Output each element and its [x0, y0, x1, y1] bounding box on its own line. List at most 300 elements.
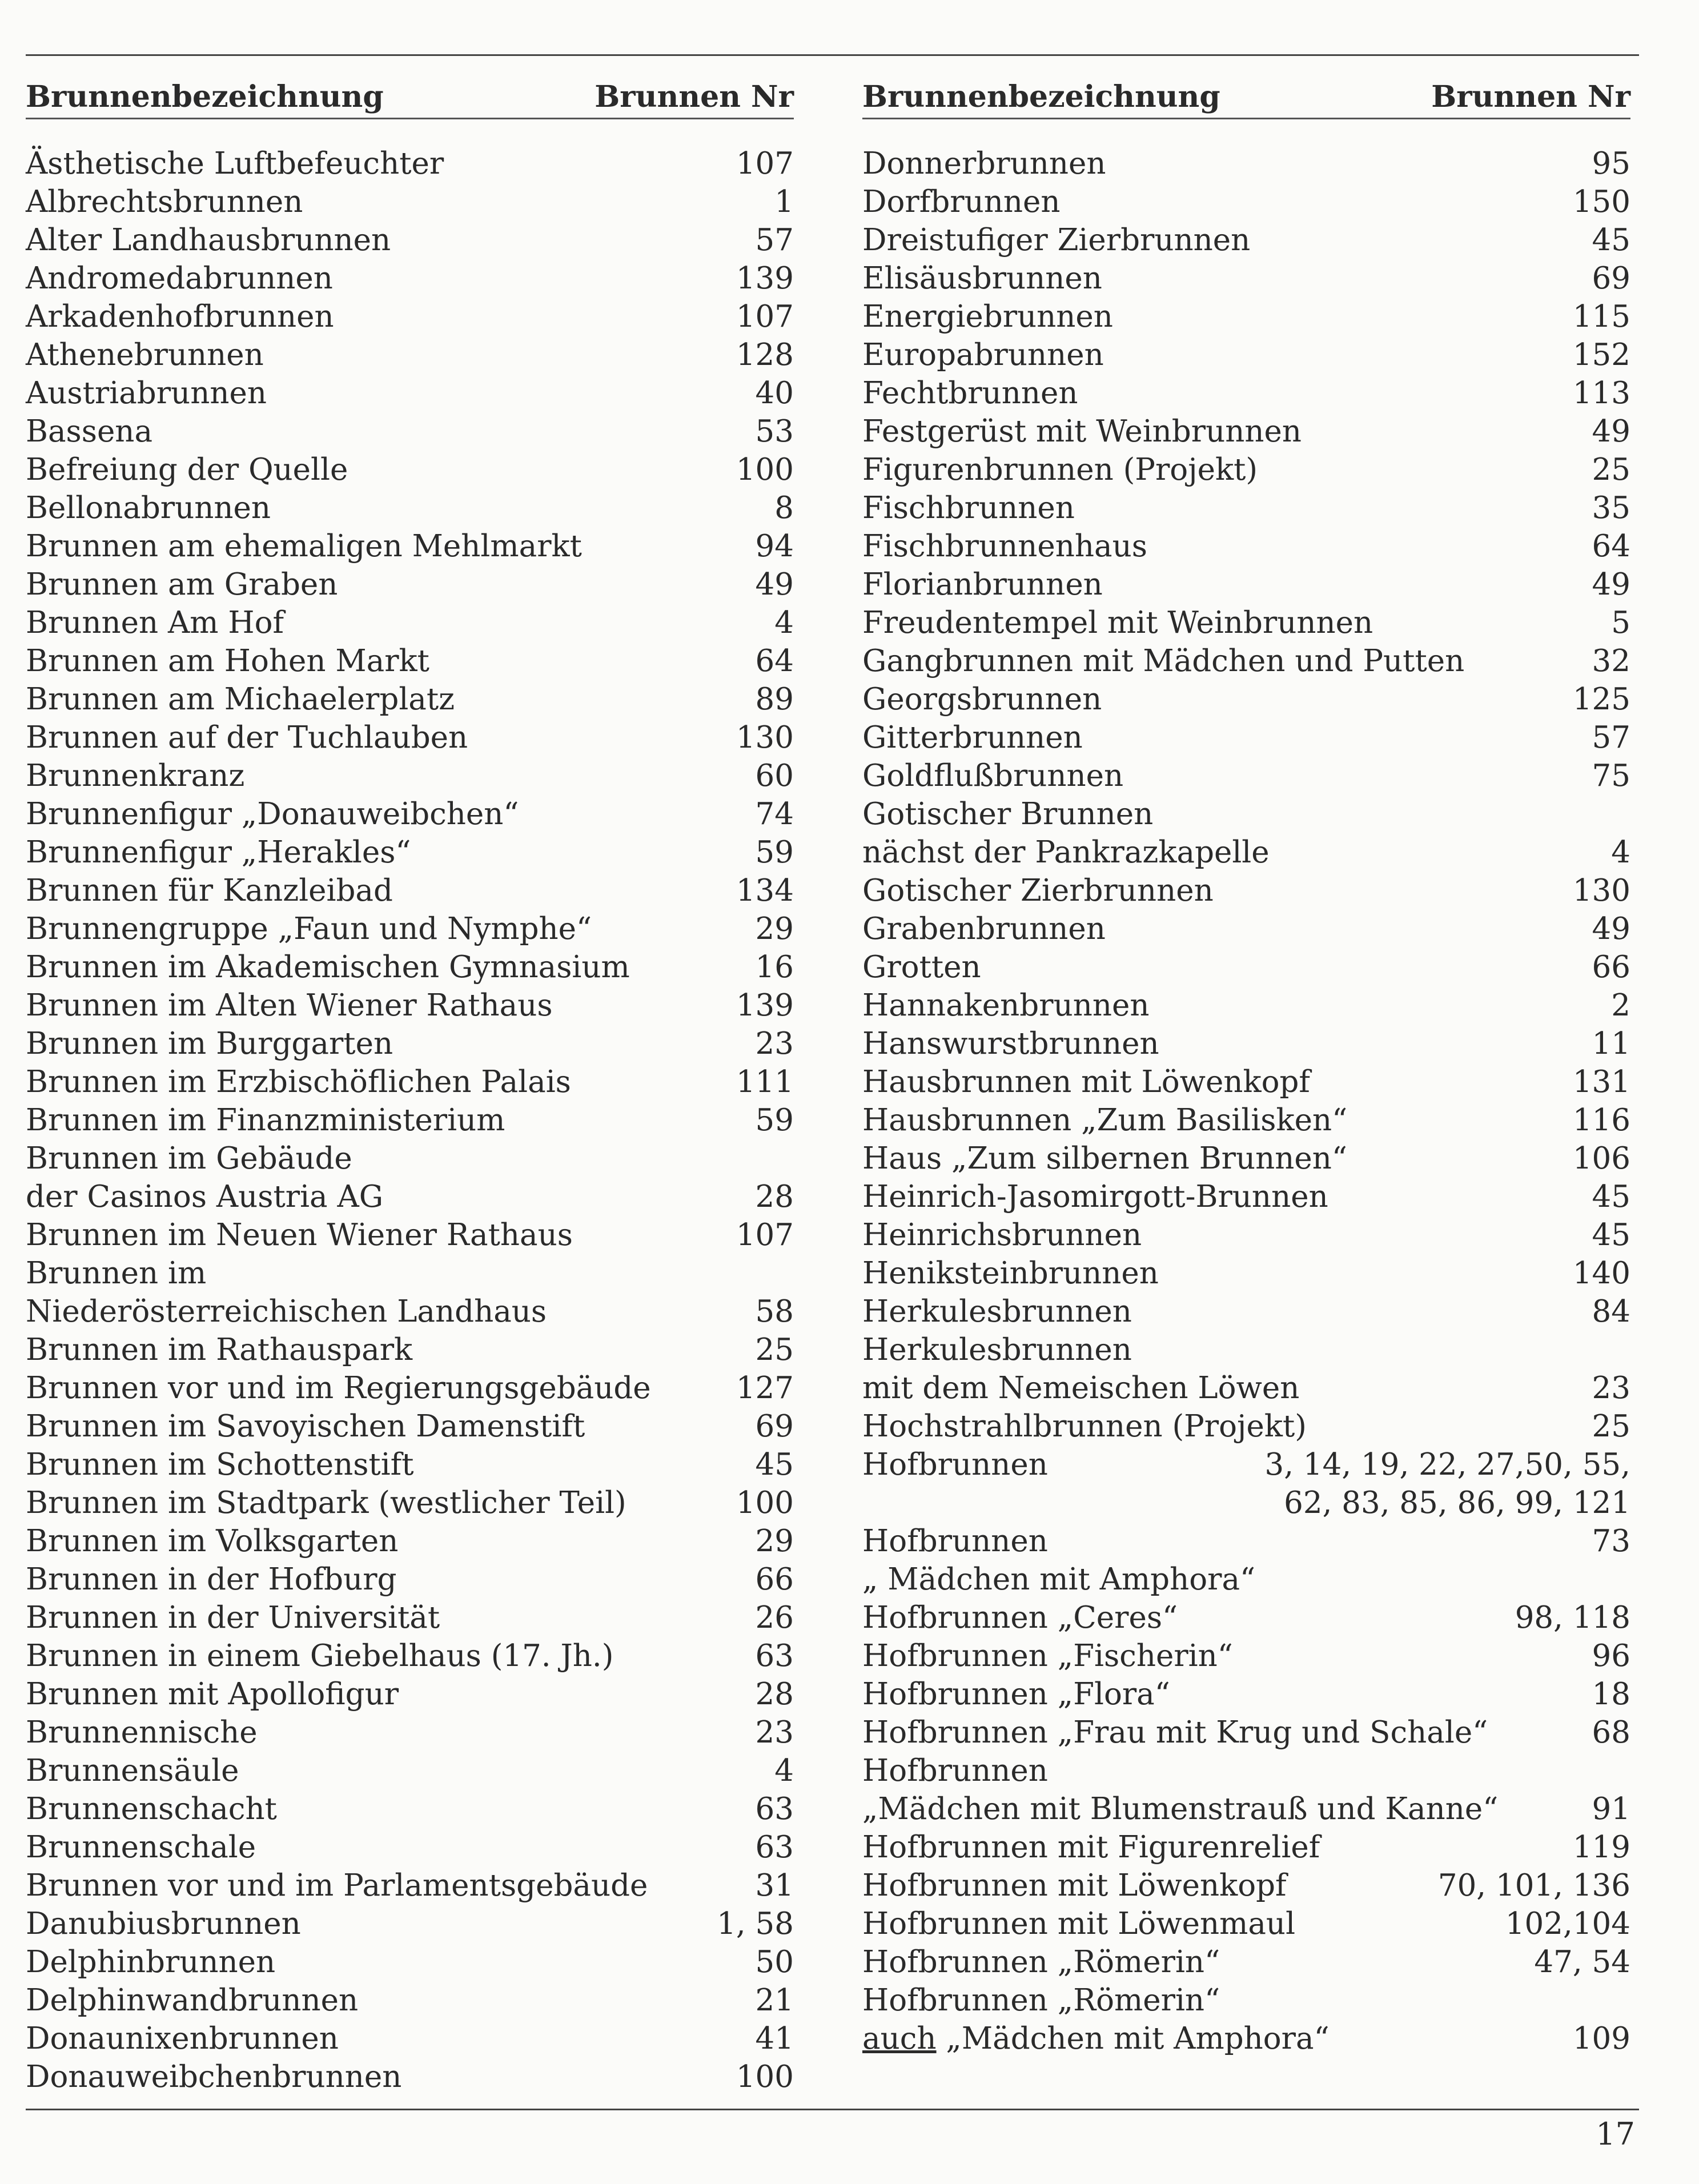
fountain-name: Brunnen im Stadtpark (westlicher Teil): [26, 1486, 626, 1520]
fountain-number: 66: [1592, 950, 1630, 985]
list-item: [862, 910, 1630, 948]
fountain-name: Brunnen mit Apollofigur: [26, 1677, 399, 1712]
fountain-name: Brunnenkranz: [26, 758, 245, 793]
page-number: 17: [1596, 2116, 1635, 2152]
fountain-name: Hofbrunnen: [862, 1447, 1048, 1482]
header-name: Brunnenbezeichnung: [862, 79, 1220, 114]
fountain-number: 91: [1592, 1792, 1630, 1826]
fountain-number: 49: [755, 567, 794, 602]
fountain-name: Heniksteinbrunnen: [862, 1256, 1159, 1291]
list-item: [862, 1866, 1630, 1905]
fountain-name: Hofbrunnen „Flora“: [862, 1677, 1170, 1712]
fountain-number: 96: [1592, 1639, 1630, 1673]
list-item: [862, 451, 1630, 489]
fountain-name: Brunnen in der Hofburg: [26, 1562, 397, 1597]
header-nr: Brunnen Nr: [1431, 79, 1630, 114]
fountain-number: 100: [736, 1486, 794, 1520]
fountain-name: Herkulesbrunnen: [862, 1294, 1132, 1329]
fountain-name: Hofbrunnen mit Löwenmaul: [862, 1906, 1296, 1941]
list-item: [26, 1331, 794, 1369]
fountain-name: mit dem Nemeischen Löwen: [862, 1371, 1300, 1406]
list-item: [862, 986, 1630, 1025]
fountain-name: Brunnen im Gebäude: [26, 1141, 352, 1176]
top-rule: [26, 54, 1639, 56]
list-item: [26, 642, 794, 680]
fountain-name: Delphinwandbrunnen: [26, 1983, 359, 2018]
fountain-number: 70, 101, 136: [1437, 1868, 1630, 1903]
list-item: [862, 1675, 1630, 1713]
fountain-number: 64: [1592, 529, 1630, 564]
fountain-name: Goldflußbrunnen: [862, 758, 1124, 793]
fountain-name: Brunnen im Akademischen Gymnasium: [26, 950, 630, 985]
fountain-number: 58: [755, 1294, 794, 1329]
list-item: [26, 1713, 794, 1752]
fountain-number: 75: [1592, 758, 1630, 793]
fountain-number: 2: [1611, 988, 1630, 1023]
fountain-number: 63: [755, 1639, 794, 1673]
fountain-number: 94: [755, 529, 794, 564]
fountain-name: Austriabrunnen: [26, 376, 267, 411]
fountain-name: Brunnenschale: [26, 1830, 256, 1865]
fountain-number: 107: [736, 1218, 794, 1252]
fountain-number: 28: [755, 1179, 794, 1214]
list-item: [26, 489, 794, 527]
fountain-number: 53: [755, 414, 794, 449]
fountain-name: Heinrich-Jasomirgott-Brunnen: [862, 1179, 1328, 1214]
fountain-name: Fischbrunnen: [862, 491, 1075, 525]
list-item: [862, 1446, 1630, 1484]
list-item: [862, 757, 1630, 795]
fountain-name: Brunnen im Neuen Wiener Rathaus: [26, 1218, 573, 1252]
fountain-number: 57: [1592, 720, 1630, 755]
fountain-name: Donauweibchenbrunnen: [26, 2059, 402, 2094]
list-item: [862, 259, 1630, 298]
fountain-number: 59: [755, 1103, 794, 1138]
fountain-name: Fischbrunnenhaus: [862, 529, 1147, 564]
list-item: [26, 1752, 794, 1790]
fountain-number: 49: [1592, 414, 1630, 449]
list-item: [26, 1292, 794, 1331]
fountain-name: Brunnen vor und im Parlamentsgebäude: [26, 1868, 648, 1903]
fountain-name: Brunnen am Graben: [26, 567, 338, 602]
fountain-number: 4: [774, 605, 794, 640]
list-item: [862, 1828, 1630, 1866]
fountain-number: 8: [774, 491, 794, 525]
list-item: [26, 1484, 794, 1522]
fountain-number: 130: [1572, 873, 1630, 908]
fountain-number: 1: [774, 184, 794, 219]
fountain-number: 4: [774, 1753, 794, 1788]
list-item: [862, 1292, 1630, 1331]
list-item: [26, 872, 794, 910]
fountain-number: 29: [755, 1524, 794, 1559]
fountain-name: Athenebrunnen: [26, 338, 264, 372]
list-item: [862, 527, 1630, 565]
list-item: [26, 336, 794, 374]
list-item: [26, 144, 794, 183]
fountain-name: Hofbrunnen: [862, 1753, 1048, 1788]
list-item: [26, 527, 794, 565]
list-item: [862, 795, 1630, 833]
list-item: [26, 1675, 794, 1713]
fountain-number: 140: [1572, 1256, 1630, 1291]
fountain-number: 100: [736, 2059, 794, 2094]
fountain-number: 41: [755, 2021, 794, 2056]
fountain-number: 73: [1592, 1524, 1630, 1559]
fountain-number: 89: [755, 682, 794, 717]
list-item: [26, 1446, 794, 1484]
fountain-number: 25: [755, 1332, 794, 1367]
fountain-number: 130: [736, 720, 794, 755]
fountain-number: 131: [1572, 1065, 1630, 1099]
bottom-rule: [26, 2109, 1639, 2110]
list-item: [26, 1790, 794, 1828]
fountain-number: 25: [1592, 1409, 1630, 1444]
list-item: [26, 1139, 794, 1178]
fountain-number: 23: [755, 1715, 794, 1750]
fountain-name: Brunnenfigur „Herakles“: [26, 835, 411, 870]
fountain-name: Hofbrunnen „Fischerin“: [862, 1639, 1233, 1673]
list-item: [862, 1101, 1630, 1139]
fountain-name: Donaunixenbrunnen: [26, 2021, 339, 2056]
list-item: [862, 144, 1630, 183]
list-item: [26, 910, 794, 948]
fountain-name: „ Mädchen mit Amphora“: [862, 1562, 1256, 1597]
fountain-number: 109: [1572, 2021, 1630, 2056]
fountain-number: 45: [1592, 1179, 1630, 1214]
list-item: [862, 1331, 1630, 1369]
fountain-name: Bellonabrunnen: [26, 491, 271, 525]
fountain-name: [862, 2020, 1561, 2058]
fountain-name: Fechtbrunnen: [862, 376, 1078, 411]
list-item: [26, 1560, 794, 1599]
fountain-number: 59: [755, 835, 794, 870]
fountain-name: Grotten: [862, 950, 981, 985]
list-item: [26, 221, 794, 259]
list-item: [26, 1025, 794, 1063]
list-item: [862, 1599, 1630, 1637]
fountain-number: 32: [1592, 644, 1630, 679]
column-header: [862, 74, 1630, 119]
list-item: [862, 642, 1630, 680]
fountain-name: Hausbrunnen mit Löwenkopf: [862, 1065, 1311, 1099]
fountain-number: 35: [1592, 491, 1630, 525]
fountain-name: Brunnen am Hohen Markt: [26, 644, 429, 679]
fountain-name: Hochstrahlbrunnen (Projekt): [862, 1409, 1307, 1444]
fountain-number: 150: [1572, 184, 1630, 219]
list-item: [26, 718, 794, 757]
fountain-name: „Mädchen mit Blumenstrauß und Kanne“: [862, 1792, 1499, 1826]
fountain-name: Herkulesbrunnen: [862, 1332, 1132, 1367]
list-item: [862, 833, 1630, 872]
fountain-name: Energiebrunnen: [862, 299, 1113, 334]
fountain-number: 107: [736, 299, 794, 334]
list-item: [862, 1637, 1630, 1675]
fountain-number: 100: [736, 452, 794, 487]
list-item: [862, 1407, 1630, 1446]
fountain-number: 84: [1592, 1294, 1630, 1329]
list-item: [862, 298, 1630, 336]
fountain-number: 139: [736, 988, 794, 1023]
fountain-number: 23: [1592, 1371, 1630, 1406]
fountain-name: Niederösterreichischen Landhaus: [26, 1294, 547, 1329]
fountain-number: 4: [1611, 835, 1630, 870]
list-item: [862, 604, 1630, 642]
fountain-name: Brunnen im Volksgarten: [26, 1524, 399, 1559]
fountain-number: 1, 58: [717, 1906, 794, 1941]
fountain-name: Hofbrunnen „Römerin“: [862, 1945, 1220, 1980]
fountain-number: 60: [755, 758, 794, 793]
list-item: [862, 1560, 1630, 1599]
list-item: [26, 1637, 794, 1675]
header-name: Brunnenbezeichnung: [26, 79, 384, 114]
fountain-name: Delphinbrunnen: [26, 1945, 276, 1980]
list-item: [862, 1139, 1630, 1178]
header-nr: Brunnen Nr: [595, 79, 794, 114]
name-rest: „Mädchen mit Amphora“: [936, 2021, 1330, 2056]
list-item: [26, 374, 794, 412]
fountain-name: Brunnennische: [26, 1715, 258, 1750]
fountain-number: 119: [1572, 1830, 1630, 1865]
fountain-name: der Casinos Austria AG: [26, 1179, 384, 1214]
fountain-number: 134: [736, 873, 794, 908]
fountain-name: Heinrichsbrunnen: [862, 1218, 1142, 1252]
fountain-number: 63: [755, 1792, 794, 1826]
name-prefix: auch: [862, 2021, 937, 2056]
fountain-name: Hofbrunnen mit Figurenrelief: [862, 1830, 1320, 1865]
list-item: [26, 298, 794, 336]
list-item: [26, 1599, 794, 1637]
fountain-name: Hofbrunnen mit Löwenkopf: [862, 1868, 1287, 1903]
fountain-name: Brunnen im Rathauspark: [26, 1332, 413, 1367]
list-item: [862, 718, 1630, 757]
fountain-number: 45: [1592, 223, 1630, 258]
list-item: [862, 565, 1630, 604]
list-item: [26, 259, 794, 298]
fountain-number: 111: [736, 1065, 794, 1099]
list-item: [26, 1369, 794, 1407]
fountain-number: 102,104: [1505, 1906, 1630, 1941]
fountain-number: 16: [755, 950, 794, 985]
list-item: [862, 1369, 1630, 1407]
list-item: [26, 2058, 794, 2096]
list-item: [26, 1178, 794, 1216]
fountain-number: 106: [1572, 1141, 1630, 1176]
fountain-name: Brunnen im Burggarten: [26, 1026, 393, 1061]
fountain-number: 127: [736, 1371, 794, 1406]
list-item: [862, 1025, 1630, 1063]
fountain-number: 25: [1592, 452, 1630, 487]
fountain-name: Hofbrunnen „Römerin“: [862, 1983, 1220, 2018]
fountain-name: Brunnenfigur „Donauweibchen“: [26, 797, 519, 832]
list-item: [862, 1216, 1630, 1254]
list-item: [862, 1752, 1630, 1790]
fountain-name: Alter Landhausbrunnen: [26, 223, 391, 258]
fountain-name: Brunnen am Michaelerplatz: [26, 682, 455, 717]
fountain-number: 113: [1572, 376, 1630, 411]
fountain-number: 31: [755, 1868, 794, 1903]
fountain-number: 128: [736, 338, 794, 372]
list-item: [26, 565, 794, 604]
list-item: [862, 412, 1630, 451]
fountain-number: 5: [1611, 605, 1630, 640]
fountain-name: Brunnen im Schottenstift: [26, 1447, 414, 1482]
fountain-name: Brunnen am ehemaligen Mehlmarkt: [26, 529, 582, 564]
fountain-list: [26, 144, 794, 2096]
fountain-name: Dreistufiger Zierbrunnen: [862, 223, 1251, 258]
list-item: [862, 948, 1630, 986]
fountain-name: Brunnensäule: [26, 1753, 239, 1788]
list-item: [862, 374, 1630, 412]
fountain-number: 95: [1592, 146, 1630, 181]
fountain-number: 21: [755, 1983, 794, 2018]
list-item: [26, 1828, 794, 1866]
list-item: [862, 336, 1630, 374]
fountain-name: Andromedabrunnen: [26, 261, 333, 296]
list-item: [862, 221, 1630, 259]
list-item: [26, 1981, 794, 2020]
fountain-number: 98, 118: [1515, 1600, 1630, 1635]
fountain-number: 18: [1592, 1677, 1630, 1712]
fountain-name: Befreiung der Quelle: [26, 452, 348, 487]
fountain-name: Danubiusbrunnen: [26, 1906, 301, 1941]
fountain-number: 74: [755, 797, 794, 832]
list-item: [862, 183, 1630, 221]
fountain-name: Arkadenhofbrunnen: [26, 299, 334, 334]
fountain-name: Gitterbrunnen: [862, 720, 1083, 755]
fountain-name: Brunnen im Savoyischen Damenstift: [26, 1409, 585, 1444]
list-item: [26, 1216, 794, 1254]
fountain-number: 116: [1572, 1103, 1630, 1138]
list-item: [26, 1063, 794, 1101]
list-item: [862, 1790, 1630, 1828]
fountain-name: Albrechtsbrunnen: [26, 184, 303, 219]
list-item: [26, 1407, 794, 1446]
fountain-name: Brunnen Am Hof: [26, 605, 284, 640]
column-header: [26, 74, 794, 119]
fountain-number: 107: [736, 146, 794, 181]
fountain-number: 139: [736, 261, 794, 296]
fountain-number: 26: [755, 1600, 794, 1635]
list-item: [862, 1981, 1630, 2020]
fountain-number: 64: [755, 644, 794, 679]
list-item: [26, 795, 794, 833]
fountain-name: Grabenbrunnen: [862, 912, 1106, 946]
fountain-name: Brunnengruppe „Faun und Nymphe“: [26, 912, 592, 946]
list-item: [26, 757, 794, 795]
fountain-number: 49: [1592, 912, 1630, 946]
right-column: [862, 74, 1630, 2058]
list-item: [862, 1713, 1630, 1752]
fountain-name: Brunnen im: [26, 1256, 207, 1291]
list-item: [862, 489, 1630, 527]
fountain-name: Hofbrunnen „Frau mit Krug und Schale“: [862, 1715, 1488, 1750]
list-item: [26, 183, 794, 221]
list-item: [26, 1101, 794, 1139]
fountain-name: Georgsbrunnen: [862, 682, 1102, 717]
fountain-name: Brunnen in einem Giebelhaus (17. Jh.): [26, 1639, 614, 1673]
fountain-name: Hannakenbrunnen: [862, 988, 1150, 1023]
fountain-number: 11: [1592, 1026, 1630, 1061]
fountain-number: 50: [755, 1945, 794, 1980]
list-item: [862, 1522, 1630, 1560]
fountain-name: Brunnen in der Universität: [26, 1600, 440, 1635]
fountain-number: 47, 54: [1534, 1945, 1630, 1980]
fountain-name: Bassena: [26, 414, 153, 449]
fountain-name: Hofbrunnen „Ceres“: [862, 1600, 1178, 1635]
fountain-number: 45: [755, 1447, 794, 1482]
fountain-name: Donnerbrunnen: [862, 146, 1106, 181]
fountain-number: 45: [1592, 1218, 1630, 1252]
left-column: [26, 74, 794, 2096]
list-item: [26, 986, 794, 1025]
list-item: [862, 1063, 1630, 1101]
fountain-name: Dorfbrunnen: [862, 184, 1061, 219]
fountain-name: Gotischer Brunnen: [862, 797, 1154, 832]
fountain-number: 23: [755, 1026, 794, 1061]
fountain-number: 125: [1572, 682, 1630, 717]
fountain-name: Freudentempel mit Weinbrunnen: [862, 605, 1373, 640]
fountain-name: Brunnen für Kanzleibad: [26, 873, 393, 908]
fountain-number: 57: [755, 223, 794, 258]
fountain-number: 152: [1572, 338, 1630, 372]
fountain-name: Gangbrunnen mit Mädchen und Putten: [862, 644, 1465, 679]
list-item: [26, 2020, 794, 2058]
fountain-number: 69: [755, 1409, 794, 1444]
fountain-number: 28: [755, 1677, 794, 1712]
fountain-name: Figurenbrunnen (Projekt): [862, 452, 1258, 487]
list-item: [26, 1254, 794, 1292]
list-item: [26, 604, 794, 642]
fountain-name: Brunnen im Erzbischöflichen Palais: [26, 1065, 571, 1099]
list-item: [26, 451, 794, 489]
list-item: [26, 1866, 794, 1905]
fountain-name: Elisäusbrunnen: [862, 261, 1102, 296]
list-item: [862, 2020, 1630, 2058]
list-item: [862, 1484, 1630, 1522]
fountain-list: [862, 144, 1630, 2058]
fountain-number: 40: [755, 376, 794, 411]
fountain-number: 115: [1572, 299, 1630, 334]
fountain-number: 63: [755, 1830, 794, 1865]
fountain-name: Gotischer Zierbrunnen: [862, 873, 1214, 908]
list-item: [26, 1943, 794, 1981]
fountain-number: 69: [1592, 261, 1630, 296]
fountain-number: 29: [755, 912, 794, 946]
fountain-name: Haus „Zum silbernen Brunnen“: [862, 1141, 1348, 1176]
fountain-name: Brunnen vor und im Regierungsgebäude: [26, 1371, 651, 1406]
list-item: [862, 872, 1630, 910]
list-item: [862, 1943, 1630, 1981]
list-item: [26, 1522, 794, 1560]
list-item: [26, 680, 794, 718]
list-item: [862, 680, 1630, 718]
fountain-name: Hausbrunnen „Zum Basilisken“: [862, 1103, 1348, 1138]
list-item: [26, 412, 794, 451]
list-item: [26, 833, 794, 872]
fountain-number: 62, 83, 85, 86, 99, 121: [1284, 1486, 1630, 1520]
fountain-name: Brunnen im Alten Wiener Rathaus: [26, 988, 553, 1023]
fountain-name: Festgerüst mit Weinbrunnen: [862, 414, 1302, 449]
list-item: [862, 1178, 1630, 1216]
fountain-name: Brunnen im Finanzministerium: [26, 1103, 505, 1138]
fountain-number: 68: [1592, 1715, 1630, 1750]
fountain-name: Florianbrunnen: [862, 567, 1103, 602]
list-item: [26, 948, 794, 986]
fountain-name: Brunnen auf der Tuchlauben: [26, 720, 468, 755]
list-item: [26, 1905, 794, 1943]
fountain-name: nächst der Pankrazkapelle: [862, 835, 1270, 870]
